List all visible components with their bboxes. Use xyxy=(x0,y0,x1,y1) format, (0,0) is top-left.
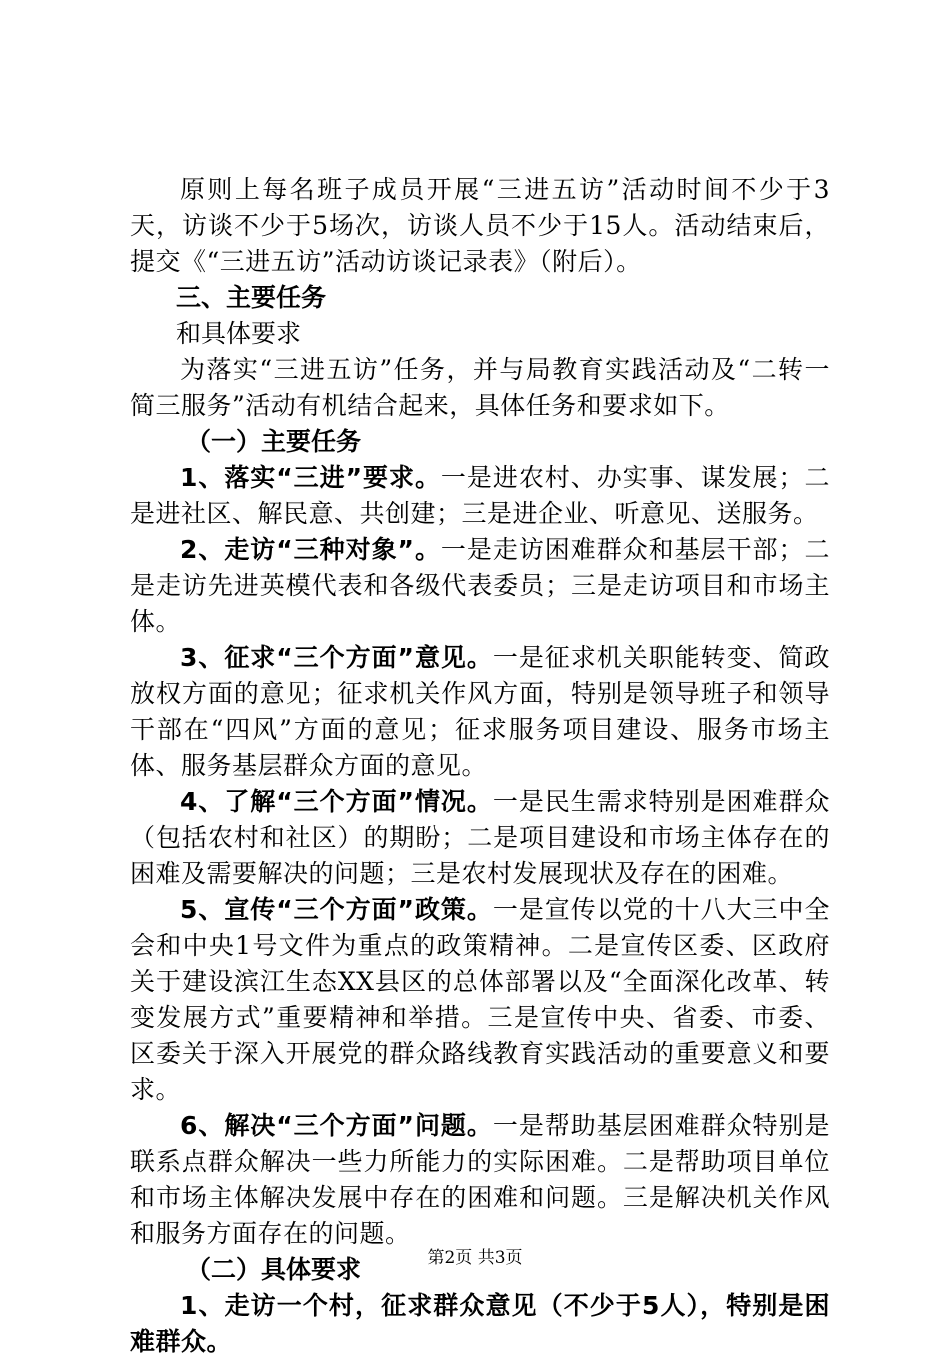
task-item-4-lead: 4、了解“三个方面”情况。 xyxy=(180,787,493,816)
section-heading-main-tasks: 三、主要任务 xyxy=(176,283,327,312)
task-item-6-body: 一是帮助基层困难群众特别是联系点群众解决一些力所能力的实际困难。二是帮助项目单位和市场主体解决发展中存在的困难和问题。三是解决机关作风和服务方面存在的问题。 xyxy=(130,1111,830,1248)
task-item-2 xyxy=(130,532,830,640)
subsection-heading-requirements: （二）具体要求 xyxy=(186,1255,362,1284)
task-item-1-lead: 1、落实“三进”要求。 xyxy=(180,463,441,492)
task-item-3 xyxy=(130,640,830,784)
paragraph-principle: 原则上每名班子成员开展“三进五访”活动时间不少于3天，访谈不少于5场次，访谈人员不少于15人。活动结束后，提交《“三进五访”活动访谈记录表》（附后）。 xyxy=(130,175,830,276)
subsection-heading-main-tasks: （一）主要任务 xyxy=(186,427,362,456)
task-item-5 xyxy=(130,892,830,1108)
requirement-item-1: 1、走访一个村，征求群众意见（不少于5人），特别是困难群众。 xyxy=(130,1291,830,1356)
task-item-5-lead: 5、宣传“三个方面”政策。 xyxy=(180,895,493,924)
task-item-6-lead: 6、解决“三个方面”问题。 xyxy=(180,1111,493,1140)
task-item-6 xyxy=(130,1108,830,1252)
task-item-2-body: 一是走访困难群众和基层干部；二是走访先进英模代表和各级代表委员；三是走访项目和市场主体。 xyxy=(130,535,830,636)
page-footer: 第2页 共3页 xyxy=(427,1248,523,1268)
document-body xyxy=(130,172,830,1360)
task-item-4 xyxy=(130,784,830,892)
task-item-2-lead: 2、走访“三种对象”。 xyxy=(180,535,441,564)
task-item-1 xyxy=(130,460,830,532)
task-item-4-body: 一是民生需求特别是困难群众（包括农村和社区）的期盼；二是项目建设和市场主体存在的困难及需要解决的问题；三是农村发展现状及存在的困难。 xyxy=(130,787,830,888)
section-heading-continuation: 和具体要求 xyxy=(176,319,302,348)
task-item-5-body: 一是宣传以党的十八大三中全会和中央1号文件为重点的政策精神。二是宣传区委、区政府关于建设滨江生态XX县区的总体部署以及“全面深化改革、转变发展方式”重要精神和举措。三是宣传中央、省委、市委、区委关于深入开展党的群众路线教育实践活动的重要意义和要求。 xyxy=(130,895,830,1104)
task-item-3-body: 一是征求机关职能转变、简政放权方面的意见；征求机关作风方面，特别是领导班子和领导干部在“四风”方面的意见；征求服务项目建设、服务市场主体、服务基层群众方面的意见。 xyxy=(130,643,830,780)
task-item-1-body: 一是进农村、办实事、谋发展；二是进社区、解民意、共创建；三是进企业、听意见、送服务。 xyxy=(130,463,830,528)
task-item-3-lead: 3、征求“三个方面”意见。 xyxy=(180,643,493,672)
paragraph-intro: 为落实“三进五访”任务，并与局教育实践活动及“二转一简三服务”活动有机结合起来，具体任务和要求如下。 xyxy=(130,355,830,420)
